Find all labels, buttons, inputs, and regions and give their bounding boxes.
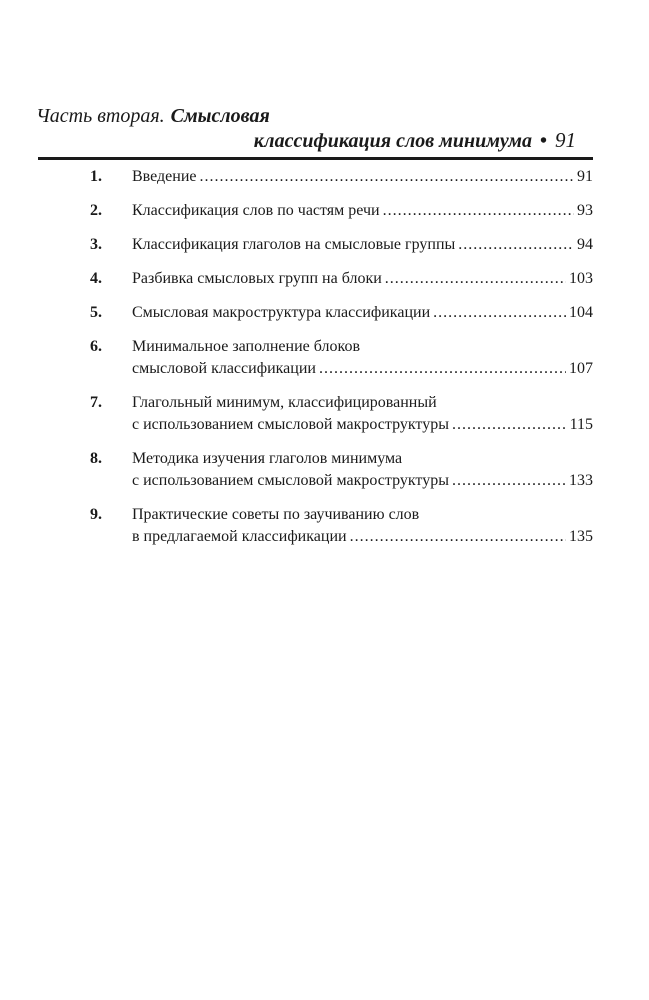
toc-item[interactable] (38, 336, 593, 380)
dot-leader (452, 414, 567, 436)
toc-item[interactable] (38, 268, 593, 290)
toc-item-number: 2. (90, 202, 102, 219)
toc-item-title: с использованием смысловой макроструктуры (132, 472, 449, 489)
header-part-label: Часть вторая. (36, 105, 165, 127)
toc-item-text (132, 166, 593, 188)
toc-item-page: 103 (569, 270, 593, 287)
dot-leader (458, 234, 574, 256)
toc-item[interactable] (38, 200, 593, 222)
toc-item-title-first-line: Практические советы по заучиванию слов (132, 506, 420, 523)
dot-leader (383, 200, 574, 222)
toc-item-title: Классификация глаголов на смысловые группы (132, 236, 456, 253)
toc-item-page: 104 (569, 304, 593, 321)
toc-item-text (132, 200, 593, 222)
toc-item-title-first-line: Минимальное заполнение блоков (132, 338, 360, 355)
header-line-2 (36, 128, 596, 153)
dot-leader (452, 470, 566, 492)
dot-leader (319, 358, 566, 380)
toc-item-text (132, 392, 593, 436)
toc-item[interactable] (38, 234, 593, 256)
dot-leader (350, 526, 566, 548)
toc-item-text (132, 234, 593, 256)
toc-item-page: 94 (577, 236, 593, 253)
toc-item-number: 4. (90, 270, 102, 287)
toc-item-title: Разбивка смысловых групп на блоки (132, 270, 382, 287)
toc-item-number: 5. (90, 304, 102, 321)
header-rule (38, 157, 593, 160)
toc-item-text (132, 448, 593, 492)
toc-item-number: 9. (90, 506, 102, 523)
toc-item-number: 7. (90, 394, 102, 411)
dot-leader (385, 268, 566, 290)
table-of-contents (38, 166, 593, 560)
toc-item[interactable] (38, 504, 593, 548)
header-title-line-1: Смысловая (170, 105, 270, 127)
toc-item-title: Смысловая макроструктура классификации (132, 304, 431, 321)
toc-item[interactable] (38, 302, 593, 324)
dot-leader (433, 302, 566, 324)
dot-leader (200, 166, 575, 188)
toc-item-number: 3. (90, 236, 102, 253)
toc-item-number: 8. (90, 450, 102, 467)
toc-item-title: с использованием смысловой макроструктуры (132, 416, 449, 433)
toc-item-page: 133 (569, 472, 593, 489)
header-title-line-2: классификация слов минимума (253, 130, 532, 152)
toc-item-title-first-line: Глагольный минимум, классифицированный (132, 394, 437, 411)
toc-item-number: 6. (90, 338, 102, 355)
toc-item-page: 107 (569, 360, 593, 377)
toc-item-number: 1. (90, 168, 102, 185)
running-header (36, 104, 596, 153)
header-page-number: 91 (555, 128, 576, 152)
toc-item-page: 115 (569, 416, 593, 433)
toc-item-title: смысловой классификации (132, 360, 316, 377)
toc-item-page: 93 (577, 202, 593, 219)
toc-item-page: 91 (577, 168, 593, 185)
toc-item[interactable] (38, 448, 593, 492)
toc-item-title: Введение (132, 168, 197, 185)
toc-item-text (132, 336, 593, 380)
toc-item[interactable] (38, 166, 593, 188)
toc-item-text (132, 268, 593, 290)
header-line-1 (36, 104, 596, 128)
toc-item[interactable] (38, 392, 593, 436)
toc-item-title: Классификация слов по частям речи (132, 202, 380, 219)
bullet-icon: • (539, 130, 547, 152)
toc-item-text (132, 302, 593, 324)
toc-item-text (132, 504, 593, 548)
toc-item-page: 135 (569, 528, 593, 545)
toc-item-title-first-line: Методика изучения глаголов минимума (132, 450, 403, 467)
toc-item-title: в предлагаемой классификации (132, 528, 347, 545)
